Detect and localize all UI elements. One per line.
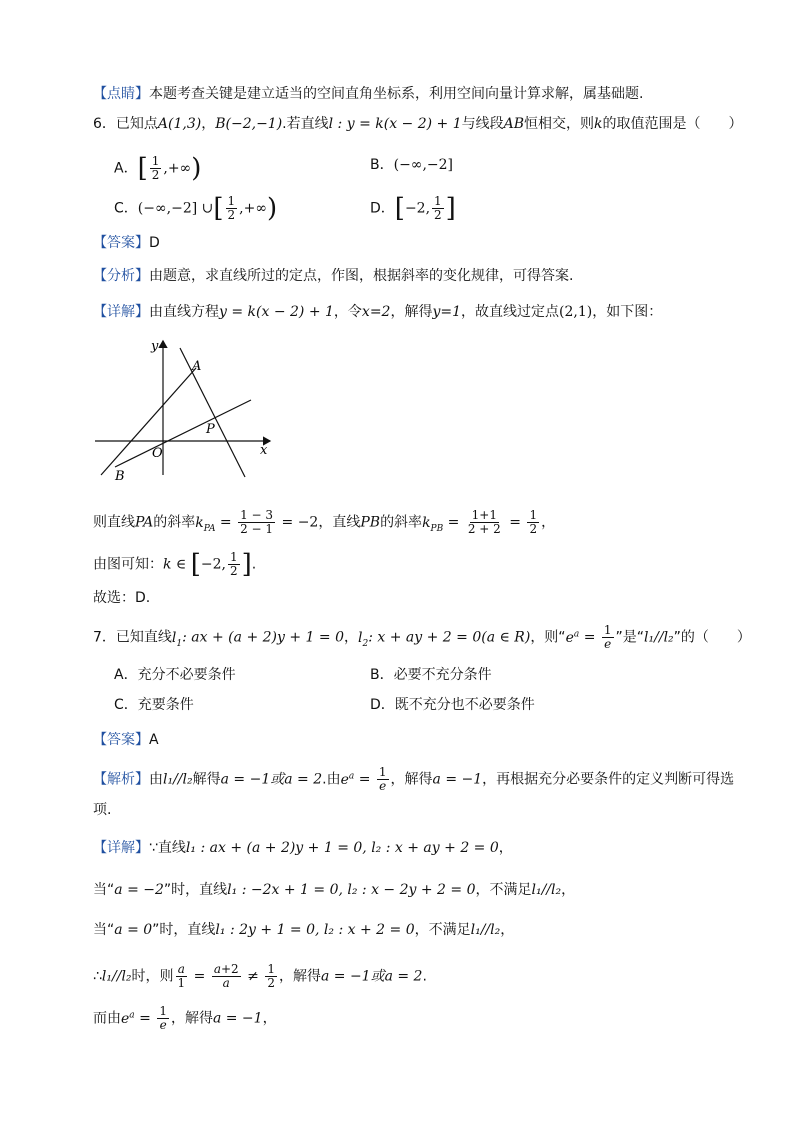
q7-stem-text: ”的（ ）	[673, 629, 751, 646]
detail-tag: 【详解】	[93, 840, 149, 856]
q7-parallel: l₁//l₂	[470, 922, 501, 938]
detail-text: ∵直线	[149, 840, 186, 856]
q6-number: 6．	[93, 116, 116, 132]
dianjing-line	[93, 84, 643, 104]
q6-stem-text: 与线段	[461, 116, 504, 132]
case-condition: a = −2	[114, 882, 164, 898]
conclude-text: 由图可知：	[93, 556, 163, 573]
dianjing-tag: 【点睛】	[93, 86, 149, 102]
q7-option-b: B．必要不充分条件	[370, 667, 492, 683]
last-text: ，解得	[170, 1010, 213, 1027]
slope-text: ，直线	[318, 514, 361, 531]
fraction-one-over-e: $\frac{1}{e}$	[159, 1004, 167, 1033]
case-text: ，不满足	[414, 922, 471, 938]
q7-stem-text: 已知直线	[115, 629, 172, 646]
q7-parallel: l₁//l₂	[531, 882, 562, 898]
jiexi-text: .由	[322, 771, 341, 788]
q7-parallel: l₁//l₂	[644, 629, 674, 646]
q6-answer-line	[93, 233, 160, 253]
detail-text: ，故直线过定点	[461, 304, 560, 320]
last-text: ，	[262, 1010, 277, 1027]
q7-parallel: l₁//l₂	[163, 771, 193, 788]
fraction-half: $\frac{1}{2}$	[529, 508, 538, 536]
q6-stem-text: .若直线	[282, 116, 329, 132]
case-condition: a = 0	[114, 922, 153, 938]
q6-stem-text: 恒相交，则	[524, 116, 595, 132]
slope-text: 的斜率	[380, 514, 423, 531]
q6-k: k	[594, 116, 603, 132]
then-text: ∴	[93, 968, 102, 985]
q7-l2-eq: : x + ay + 2 = 0(a ∈ R)	[368, 629, 531, 646]
q6-point-b: B(−2,−1)	[215, 116, 283, 132]
label-b: B	[115, 469, 125, 484]
q6-slope-line: 则直线PA的斜率$k_{PA}$ = $\frac{1 - 3}{2 - 1}$ = −2，直线PB的斜率$k_{PB}$ = $\frac{1+1}{2 + 2}$ = $\frac{1}{2}$ ，	[93, 508, 556, 536]
slope-text: 则直线	[93, 514, 135, 531]
jiexi-text: ，解得	[390, 771, 433, 788]
fraction-half: $\frac{1}{2}$	[267, 962, 275, 990]
fraction-a2-over-a: $\frac{a+2}{a}$	[213, 962, 239, 990]
q7-stem-text: ，则“	[530, 629, 566, 646]
line-pb: PB	[360, 514, 381, 531]
last-text: 而由	[93, 1010, 121, 1027]
last-solution: a = −1	[212, 1010, 263, 1027]
case-text: ”时，直线	[152, 922, 216, 938]
line-through-a-p	[180, 348, 245, 477]
dianjing-text: 本题考查关键是建立适当的空间直角坐标系，利用空间向量计算求解，属基础题.	[149, 86, 644, 102]
fraction-slope-pb: $\frac{1+1}{2 + 2}$	[467, 508, 501, 536]
label-x: x	[260, 443, 268, 458]
detail-point: (2,1)	[559, 304, 593, 320]
q6-stem	[93, 114, 743, 134]
option-text: (−∞,−2]	[393, 157, 454, 173]
then-text: ，解得	[278, 968, 321, 985]
jiexi-text: ，再根据充分必要条件的定义判断可得选	[482, 771, 735, 788]
jiexi-tag: 【解析】	[93, 771, 149, 788]
line-pa: PA	[135, 514, 154, 531]
q7-l1-eq: : ax + (a + 2)y + 1 = 0	[182, 629, 344, 646]
q7-answer-line	[93, 730, 159, 750]
detail-x: x=2	[361, 304, 391, 320]
analysis-tag: 【分析】	[93, 268, 149, 284]
q7-last-line: 而由$e^a$ = $\frac{1}{e}$ ，解得a = −1，	[93, 1004, 277, 1033]
option-label: C．	[114, 200, 138, 217]
jiexi-solution: a = −1	[432, 771, 483, 788]
fraction-half: $\frac{1}{2}$	[230, 550, 238, 578]
detail-equation: y = k(x − 2) + 1	[219, 304, 334, 320]
detail-y: y=1	[432, 304, 462, 320]
q7-option-a: A．充分不必要条件	[114, 667, 236, 683]
fraction-half: $\frac{1}{2}$	[434, 194, 442, 222]
q7-stem: 7．已知直线$l_1$: ax + (a + 2)y + 1 = 0，$l_2$: x + ay + 2 = 0(a ∈ R)，则“$e^a$ = $\frac{1}{e}$ ”是“l₁//l₂”的（ ）	[93, 623, 751, 652]
then-text: 时，则	[131, 968, 174, 985]
q6-stem-text: 的取值范围是（ ）	[602, 116, 743, 132]
coordinate-figure	[93, 335, 278, 485]
q6-option-a: A．[ $\frac{1}{2}$ ,+∞)	[114, 153, 202, 184]
fraction-half: $\frac{1}{2}$	[151, 154, 160, 182]
case-text: 当“	[93, 922, 115, 938]
q7-answer: A	[149, 732, 159, 748]
case-text: ”时，直线	[163, 882, 228, 898]
q6-detail-line	[93, 302, 662, 322]
fraction-one-over-e: $\frac{1}{e}$	[603, 623, 612, 652]
fraction-a-over-1: $\frac{a}{1}$	[177, 962, 186, 990]
label-y: y	[151, 339, 159, 354]
q6-point-a: A(1,3)	[157, 116, 202, 132]
q7-case2-line: 当“a = 0”时，直线l₁ : 2y + 1 = 0, l₂ : x + 2 = 0，不满足l₁//l₂，	[93, 922, 515, 938]
q7-jiexi-cont: 项.	[93, 802, 112, 818]
option-label: B．	[370, 157, 394, 173]
q6-analysis: 由题意，求直线所过的定点，作图，根据斜率的变化规律，可得答案.	[149, 268, 574, 284]
q6-line-eq: l : y = k(x − 2) + 1	[328, 116, 462, 132]
detail-tag: 【详解】	[93, 304, 149, 320]
q6-analysis-line	[93, 266, 573, 286]
q7-option-d: D．既不充分也不必要条件	[370, 697, 535, 713]
q6-answer: D	[149, 235, 160, 251]
jiexi-text: 由	[149, 771, 163, 788]
q7-number: 7．	[93, 629, 116, 646]
slope-text: 的斜率	[153, 514, 196, 531]
jiexi-text: 解得	[192, 771, 221, 788]
q6-segment: AB	[503, 116, 525, 132]
q6-stem-text: 已知点	[115, 116, 158, 132]
label-o: O	[152, 446, 163, 461]
answer-tag: 【答案】	[93, 235, 149, 251]
fraction-slope-pa: $\frac{1 - 3}{2 - 1}$	[240, 508, 274, 536]
q7-detail-line: 【详解】∵直线l₁ : ax + (a + 2)y + 1 = 0, l₂ : x + ay + 2 = 0，	[93, 840, 513, 856]
q7-option-c: C．充要条件	[114, 697, 194, 713]
q6-choose-line: 故选：D.	[93, 590, 151, 606]
case-text: ，不满足	[475, 882, 532, 898]
q7-parallel: l₁//l₂	[101, 968, 132, 985]
jiexi-solution: a = −1或a = 2	[220, 771, 323, 788]
q7-case1-line: 当“a = −2”时，直线l₁ : −2x + 1 = 0, l₂ : x − 2y + 2 = 0，不满足l₁//l₂，	[93, 882, 576, 898]
segment-ba	[101, 368, 196, 475]
detail-text: ，如下图：	[592, 304, 663, 320]
q7-then-line: ∴l₁//l₂时，则 $\frac{a}{1}$ = $\frac{a+2}{a}$ ≠ $\frac{1}{2}$ ，解得a = −1或a = 2.	[93, 962, 427, 990]
q7-jiexi-line: 【解析】由l₁//l₂解得a = −1或a = 2.由$e^a$ = $\frac{1}{e}$ ，解得a = −1，再根据充分必要条件的定义判断可得选	[93, 765, 735, 794]
q6-option-b	[370, 155, 453, 175]
label-a: A	[192, 359, 202, 374]
line-through-p-b	[115, 400, 251, 467]
detail-text: 由直线方程	[149, 304, 219, 320]
option-label: A．	[114, 160, 138, 177]
answer-tag: 【答案】	[93, 732, 149, 748]
then-solution: a = −1或a = 2	[320, 968, 423, 985]
q6-conclusion-line: 由图可知：k ∈ [−2, $\frac{1}{2}$ ].	[93, 549, 257, 580]
q6-option-d: D．[−2, $\frac{1}{2}$ ]	[370, 193, 456, 224]
case-equation: l₁ : −2x + 1 = 0, l₂ : x − 2y + 2 = 0	[227, 882, 476, 898]
q6-option-c: C．(−∞,−2] ∪[ $\frac{1}{2}$ ,+∞)	[114, 193, 278, 224]
case-equation: l₁ : 2y + 1 = 0, l₂ : x + 2 = 0	[215, 922, 415, 938]
q7-stem-text: ”是“	[615, 629, 645, 646]
fraction-half: $\frac{1}{2}$	[227, 194, 236, 222]
q6-sep: ，	[201, 116, 216, 132]
option-text: (−∞,−2] ∪	[137, 200, 214, 217]
option-label: D．	[370, 200, 395, 217]
detail-equation: l₁ : ax + (a + 2)y + 1 = 0, l₂ : x + ay + 2 = 0	[185, 840, 499, 856]
detail-text: ，解得	[390, 304, 433, 320]
detail-text: ，令	[333, 304, 362, 320]
fraction-one-over-e: $\frac{1}{e}$	[378, 765, 387, 794]
label-p: P	[206, 422, 215, 437]
case-text: 当“	[93, 882, 115, 898]
